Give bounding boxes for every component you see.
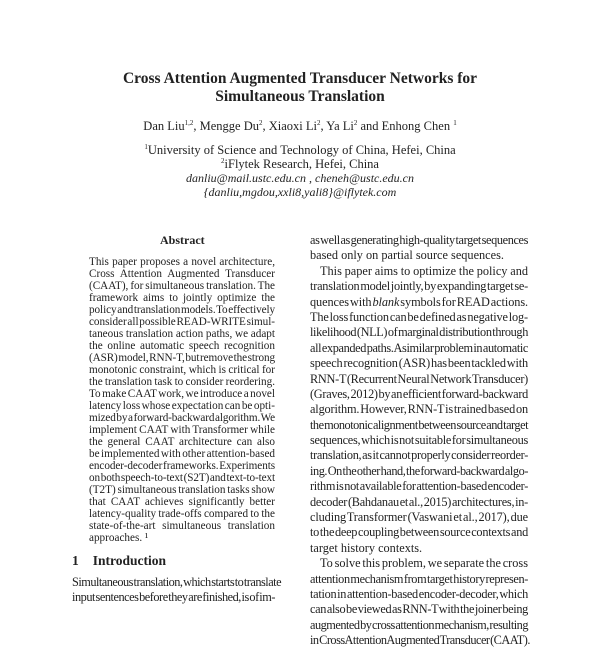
text-line: mized by a forward-backward algorithm. We: [89, 412, 275, 424]
text-line: translation model jointly, by expanding target se-: [310, 279, 528, 294]
text-line: target history contexts.: [310, 540, 423, 555]
author-affiliation-mark: 2: [353, 118, 358, 127]
author-separator: and: [357, 119, 382, 133]
text-line: policy and translation models. To effectively: [89, 304, 276, 316]
text-line: (T2T) simultaneous translation tasks show: [89, 484, 275, 496]
text-line: framework aims to jointly optimize the: [89, 292, 275, 304]
text-line: likelihood (NLL) of marginal distribution through: [310, 325, 528, 340]
text-line: the online automatic speech recognition: [89, 340, 275, 352]
text-line: the general CAAT architecture can also: [89, 436, 275, 448]
intro-heading: 1 Introduction: [72, 553, 167, 568]
paper-title-line-2: Simultaneous Translation: [215, 88, 385, 105]
text-line: tation in attention-based encoder-decoder, which: [310, 586, 529, 601]
text-line: latency loss whose expectation can be opti-: [89, 400, 275, 412]
text-line: as well as generating high-quality target sequences: [310, 233, 528, 247]
author-affiliation-mark: 2: [317, 118, 321, 127]
text-line: sequences, which is not suitable for simultaneous: [310, 433, 528, 448]
author-affiliation-mark: 1,2: [184, 118, 194, 127]
author-name: Ya Li: [326, 119, 354, 133]
text-line: (ASR) model, RNN-T, but remove the strong: [89, 352, 275, 364]
abstract-body: [89, 256, 275, 544]
text-line: rithm is not available for attention-based encoder-: [310, 479, 528, 494]
author-affiliation-mark: 2: [258, 118, 263, 127]
text-line: (CAAT), for simultaneous translation. The: [89, 280, 276, 292]
text-line: This paper aims to optimize the policy and: [320, 263, 528, 278]
author-name: Enhong Chen: [381, 119, 454, 133]
text-line: augmented by cross attention mechanism, resulting: [310, 617, 528, 632]
text-line: (Graves, 2012) by an efficient forward-backward: [310, 386, 528, 401]
text-line: translation, as it cannot properly consider reorder-: [310, 448, 528, 463]
text-line: taneous translation action paths, we adapt: [89, 328, 275, 340]
author-name: Xiaoxi Li: [268, 119, 317, 133]
text-line: on both speech-to-text (S2T) and text-to-text: [89, 472, 275, 484]
text-line: state-of-the-art simultaneous translation: [89, 520, 275, 532]
text-line: implement CAAT with Transformer while: [89, 424, 275, 436]
text-line: all expanded paths. A similar problem in automatic: [310, 340, 528, 355]
text-line: Cross Attention Augmented Transducer: [89, 268, 275, 280]
text-line: the monotonic alignment between source and target: [310, 417, 528, 432]
text-line: approaches. ¹: [89, 532, 149, 544]
text-line: the translation task to consider reordering.: [89, 376, 275, 388]
text-line: RNN-T (Recurrent Neural Network Transducer): [310, 371, 528, 386]
text-line: in Cross Attention Augmented Transducer (CAAT).: [310, 633, 530, 648]
right-column-body: [310, 233, 528, 649]
text-line: quences with blank symbols for READ actions.: [310, 294, 528, 309]
author-separator: ,: [262, 119, 269, 133]
author-name: Mengge Du: [199, 119, 259, 133]
author-name: Dan Liu: [143, 119, 185, 133]
text-line: The loss function can be defined as negative log-: [310, 309, 528, 324]
author-separator: ,: [193, 119, 200, 133]
email-line-1: danliu@mail.ustc.edu.cn , cheneh@ustc.edu.cn: [185, 171, 415, 185]
text-line: can also be viewed as RNN-T with the joiner being: [310, 602, 528, 617]
text-line: input sentences before they are finished, is of im-: [72, 590, 275, 604]
text-line: encoder-decoder frameworks. Experiments: [89, 460, 276, 472]
text-line: speech recognition (ASR) has been tackled with: [310, 356, 528, 371]
text-line: consider all possible READ-WRITE simul-: [89, 316, 275, 328]
text-line: latency-quality trade-offs compared to the: [89, 508, 275, 520]
affiliation-1: $^1$University of Science and Technology of China, Hefei, China: [144, 142, 456, 157]
text-line: Simultaneous translation, which starts to translate: [72, 575, 282, 589]
text-line: monotonic constraint, which is critical for: [89, 364, 275, 376]
text-line: This paper proposes a novel architecture,: [89, 256, 275, 268]
paper-title-line-1: Cross Attention Augmented Transducer Networks for: [122, 70, 478, 87]
author-separator: ,: [320, 119, 327, 133]
text-line: attention mechanism from target history represen-: [310, 571, 528, 586]
text-line: ing. On the other hand, the forward-backward algo-: [310, 463, 528, 478]
text-line: decoder (Bahdanau et al., 2015) architectures, in-: [310, 494, 528, 509]
text-line: be implemented with other attention-based: [89, 448, 275, 460]
abstract-heading: Abstract: [160, 233, 205, 247]
text-line: cluding Transformer (Vaswani et al., 2017), due: [310, 510, 528, 525]
text-line: algorithm. However, RNN-T is trained based on: [310, 402, 528, 417]
affiliation-2: $^2$iFlytek Research, Hefei, China: [221, 156, 379, 171]
text-line: based only on partial source sequences.: [310, 248, 504, 263]
text-line: To solve this problem, we separate the cross: [320, 556, 528, 571]
text-line: to the deep coupling between source contexts and: [310, 525, 528, 540]
text-line: that CAAT achieves significantly better: [89, 496, 275, 508]
email-line-2: {danliu,mgdou,xxli8,yali8}@iflytek.com: [203, 185, 397, 199]
author-list: [0, 119, 600, 134]
intro-body: [72, 575, 282, 605]
author-affiliation-mark: 1: [453, 118, 457, 127]
text-line: To make CAAT work, we introduce a novel: [89, 388, 275, 400]
